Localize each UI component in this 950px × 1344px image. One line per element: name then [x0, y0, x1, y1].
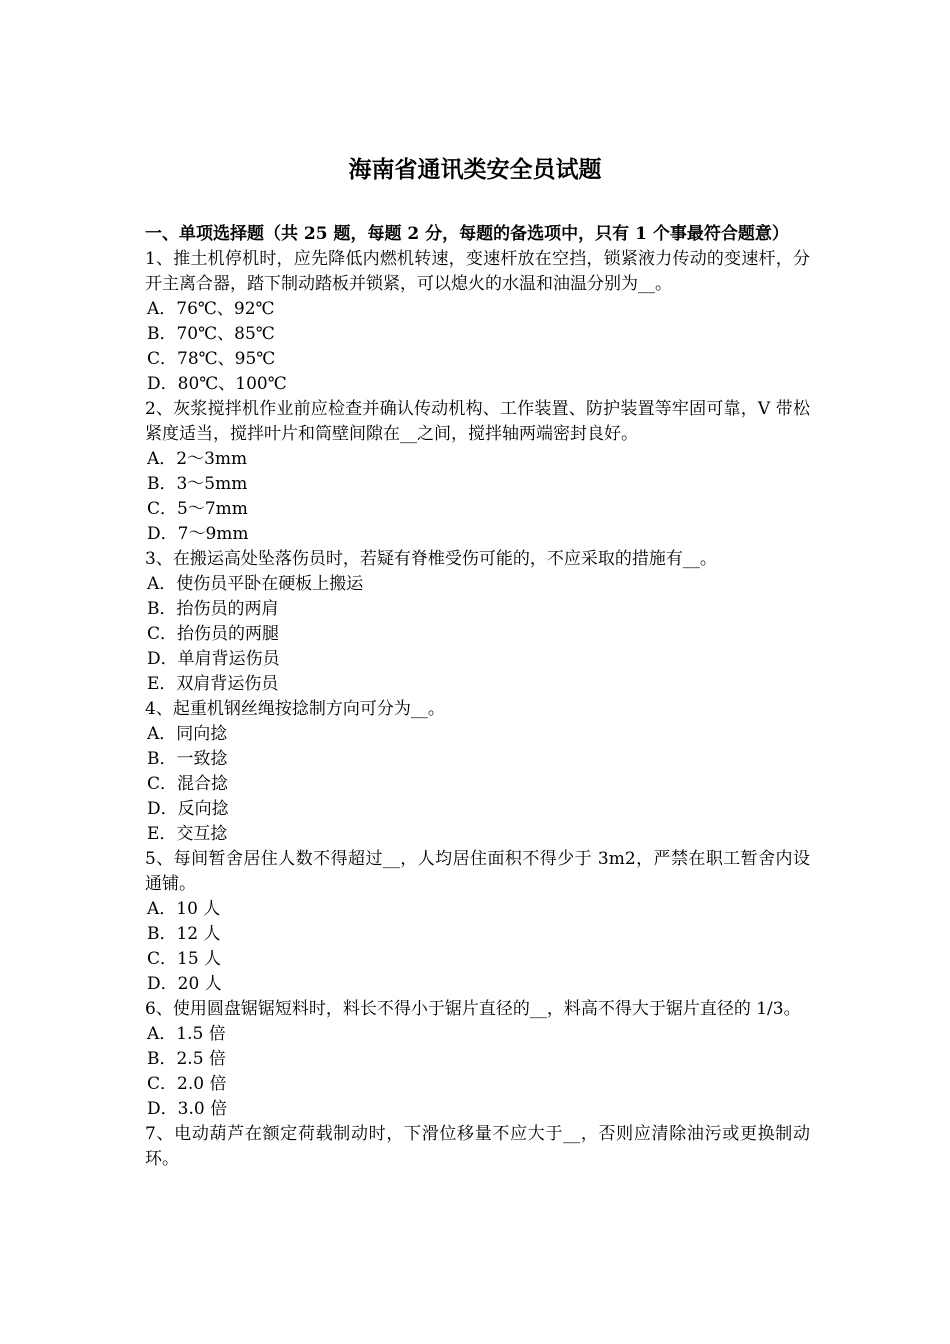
question-item	[145, 697, 810, 847]
answer-option: C．78℃、95℃	[147, 349, 276, 369]
question-list	[145, 247, 810, 1172]
question-item	[145, 547, 810, 697]
answer-option: B．70℃、85℃	[147, 324, 275, 344]
answer-option: B．12 人	[147, 924, 221, 944]
answer-option: A．1.5 倍	[147, 1024, 226, 1044]
question-stem: 2、灰浆搅拌机作业前应检查并确认传动机构、工作装置、防护装置等牢固可靠，V 带松紧度适当，搅拌叶片和筒壁间隙在__之间，搅拌轴两端密封良好。	[145, 399, 810, 444]
answer-option: B．抬伤员的两肩	[147, 599, 279, 619]
answer-option: E．双肩背运伤员	[147, 674, 279, 694]
question-stem: 1、推土机停机时，应先降低内燃机转速，变速杆放在空挡，锁紧液力传动的变速杆，分开主离合器，踏下制动踏板并锁紧，可以熄火的水温和油温分别为__。	[145, 249, 810, 294]
section-heading: 一、单项选择题（共 25 题，每题 2 分，每题的备选项中，只有 1 个事最符合题意）	[145, 224, 789, 244]
answer-option: C．抬伤员的两腿	[147, 624, 280, 644]
answer-option: D．20 人	[147, 974, 222, 994]
question-stem: 4、起重机钢丝绳按捻制方向可分为__。	[145, 699, 445, 719]
question-stem: 7、电动葫芦在额定荷载制动时，下滑位移量不应大于__，否则应清除油污或更换制动环。	[145, 1124, 810, 1169]
answer-option: D．单肩背运伤员	[147, 649, 280, 669]
question-stem: 6、使用圆盘锯锯短料时，料长不得小于锯片直径的__，料高不得大于锯片直径的 1/3。	[145, 999, 801, 1019]
answer-option: D．3.0 倍	[147, 1099, 228, 1119]
answer-option: D．反向捻	[147, 799, 229, 819]
answer-option: E．交互捻	[147, 824, 228, 844]
question-item	[145, 397, 810, 547]
question-item	[145, 1122, 810, 1172]
answer-option: B．3～5mm	[147, 474, 248, 494]
answer-option: C．2.0 倍	[147, 1074, 227, 1094]
answer-option: A．76℃、92℃	[147, 299, 275, 319]
question-stem: 3、在搬运高处坠落伤员时，若疑有脊椎受伤可能的，不应采取的措施有__。	[145, 549, 717, 569]
answer-option: D．7～9mm	[147, 524, 249, 544]
question-stem: 5、每间暂舍居住人数不得超过__，人均居住面积不得少于 3m2，严禁在职工暂舍内设通铺。	[145, 849, 810, 894]
answer-option: A．10 人	[147, 899, 221, 919]
document-body	[145, 222, 810, 1172]
question-item	[145, 247, 810, 397]
answer-option: D．80℃、100℃	[147, 374, 287, 394]
question-item	[145, 997, 810, 1122]
answer-option: A．2～3mm	[147, 449, 248, 469]
answer-option: B．一致捻	[147, 749, 228, 769]
answer-option: A．使伤员平卧在硬板上搬运	[147, 574, 364, 594]
answer-option: C．混合捻	[147, 774, 229, 794]
answer-option: C．5～7mm	[147, 499, 248, 519]
answer-option: B．2.5 倍	[147, 1049, 226, 1069]
answer-option: A．同向捻	[147, 724, 228, 744]
question-item	[145, 847, 810, 997]
answer-option: C．15 人	[147, 949, 222, 969]
document-title: 海南省通讯类安全员试题	[348, 156, 602, 183]
